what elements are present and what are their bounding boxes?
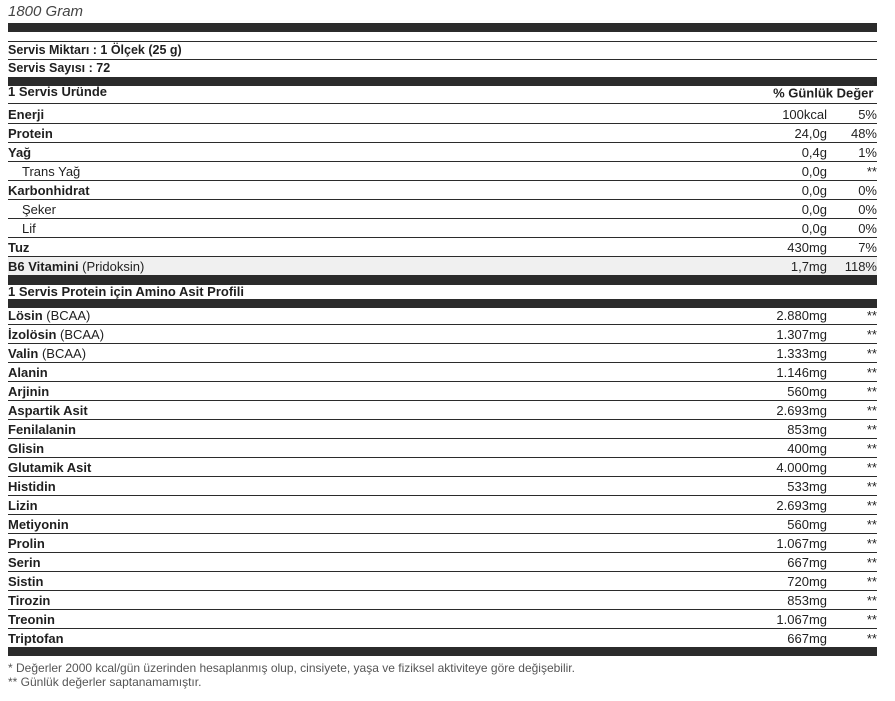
nutrient-row [8, 200, 877, 219]
amino-acid-name [8, 629, 707, 648]
footnote-daily-value: * Değerler 2000 kcal/gün üzerinden hesaplanmış olup, cinsiyete, yaşa ve fiziksel aktiviteye göre değişebilir. [8, 661, 575, 675]
amino-acid-row [8, 515, 877, 534]
nutrient-name [8, 219, 707, 238]
package-weight: 1800 Gram [8, 3, 84, 20]
amino-acid-name [8, 401, 707, 420]
row-name-text: Protein [8, 125, 53, 141]
nutrient-row [8, 124, 877, 143]
daily-value-label [773, 80, 877, 101]
amino-acid-name [8, 610, 707, 629]
row-amount: 430mg [707, 238, 827, 257]
row-amount: 720mg [707, 572, 827, 591]
row-amount: 0,0g [707, 162, 827, 181]
nutrients-table [8, 105, 877, 276]
row-amount: 1.067mg [707, 610, 827, 629]
amino-acid-name [8, 363, 707, 382]
row-name-text: Glisin [8, 440, 45, 456]
amino-acid-row [8, 306, 877, 325]
row-daily-value: ** [827, 553, 877, 572]
row-daily-value: 1% [827, 143, 877, 162]
thin-divider [8, 59, 877, 60]
row-name-text: B6 Vitamini [8, 258, 79, 274]
footnote-undetermined: ** Günlük değerler saptanamamıştır. [8, 675, 202, 689]
nutrient-row [8, 105, 877, 124]
daily-value-text: % Günlük Değer [773, 85, 874, 101]
nutrient-name [8, 105, 707, 124]
row-daily-value: ** [827, 306, 877, 325]
row-name-text: Enerji [8, 106, 45, 122]
amino-acid-row [8, 553, 877, 572]
row-name-qualifier: (BCAA) [38, 345, 87, 361]
row-name-text: Lif [22, 220, 36, 236]
row-daily-value: ** [827, 382, 877, 401]
row-amount: 24,0g [707, 124, 827, 143]
amino-acid-row [8, 344, 877, 363]
row-name-text: Trans Yağ [22, 163, 81, 179]
row-name-text: Metiyonin [8, 516, 69, 532]
row-amount: 100kcal [707, 105, 827, 124]
row-amount: 4.000mg [707, 458, 827, 477]
amino-acid-row [8, 363, 877, 382]
row-name-text: Yağ [8, 144, 32, 160]
amino-acid-name [8, 306, 707, 325]
amino-acid-row [8, 458, 877, 477]
nutrient-name [8, 162, 707, 181]
row-amount: 0,0g [707, 219, 827, 238]
amino-acid-row [8, 420, 877, 439]
nutrient-name [8, 124, 707, 143]
row-name-text: Histidin [8, 478, 56, 494]
row-amount: 0,0g [707, 200, 827, 219]
row-amount: 853mg [707, 591, 827, 610]
nutrient-row [8, 181, 877, 200]
thick-divider [8, 647, 877, 656]
row-amount: 2.693mg [707, 496, 827, 515]
amino-acid-profile-title: 1 Servis Protein için Amino Asit Profili [8, 284, 244, 299]
row-daily-value: ** [827, 325, 877, 344]
row-daily-value: ** [827, 439, 877, 458]
row-daily-value: ** [827, 629, 877, 648]
per-serving-label: 1 Servis Üründe [8, 84, 107, 99]
row-daily-value: 7% [827, 238, 877, 257]
row-name-text: Şeker [22, 201, 56, 217]
row-name-text: Treonin [8, 611, 55, 627]
serving-size [8, 43, 182, 57]
amino-acid-name [8, 553, 707, 572]
row-amount: 1.146mg [707, 363, 827, 382]
nutrient-row [8, 162, 877, 181]
amino-acid-row [8, 591, 877, 610]
row-daily-value: ** [827, 420, 877, 439]
row-name-text: Valin [8, 345, 39, 361]
row-daily-value: ** [827, 363, 877, 382]
row-name-text: Tuz [8, 239, 30, 255]
nutrient-row [8, 238, 877, 257]
amino-acid-name [8, 420, 707, 439]
row-amount: 1.333mg [707, 344, 827, 363]
row-name-text: Serin [8, 554, 41, 570]
row-daily-value: ** [827, 344, 877, 363]
nutrient-row [8, 257, 877, 276]
amino-acid-row [8, 534, 877, 553]
amino-acid-name [8, 344, 707, 363]
amino-acid-name [8, 382, 707, 401]
amino-acid-name [8, 591, 707, 610]
servings-text: Servis Sayısı : 72 [8, 61, 111, 75]
row-name-text: Karbonhidrat [8, 182, 90, 198]
amino-acid-name [8, 534, 707, 553]
row-daily-value: ** [827, 515, 877, 534]
row-amount: 2.693mg [707, 401, 827, 420]
amino-acid-name [8, 325, 707, 344]
thin-divider [8, 103, 877, 104]
nutrient-name [8, 143, 707, 162]
row-name-qualifier: (BCAA) [56, 326, 105, 342]
amino-acid-table [8, 306, 877, 648]
amino-acid-row [8, 496, 877, 515]
amino-acid-row [8, 382, 877, 401]
row-amount: 2.880mg [707, 306, 827, 325]
amino-acid-row [8, 572, 877, 591]
row-daily-value: ** [827, 496, 877, 515]
row-amount: 1.307mg [707, 325, 827, 344]
row-daily-value: ** [827, 534, 877, 553]
row-name-text: Sistin [8, 573, 44, 589]
nutrient-row [8, 143, 877, 162]
row-daily-value: 5% [827, 105, 877, 124]
row-name-text: Lizin [8, 497, 38, 513]
row-amount: 667mg [707, 553, 827, 572]
row-daily-value: ** [827, 477, 877, 496]
row-daily-value: ** [827, 572, 877, 591]
nutrient-name [8, 200, 707, 219]
row-amount: 667mg [707, 629, 827, 648]
row-amount: 853mg [707, 420, 827, 439]
row-daily-value: 0% [827, 181, 877, 200]
row-daily-value: 48% [827, 124, 877, 143]
row-daily-value: ** [827, 162, 877, 181]
row-name-text: Lösin [8, 307, 43, 323]
row-name-text: Glutamik Asit [8, 459, 92, 475]
row-amount: 560mg [707, 515, 827, 534]
row-amount: 0,0g [707, 181, 827, 200]
row-name-qualifier: (BCAA) [42, 307, 91, 323]
serving-size-text: Servis Miktarı : 1 Ölçek (25 g) [8, 43, 182, 57]
row-name-text: Fenilalanin [8, 421, 76, 437]
row-amount: 0,4g [707, 143, 827, 162]
row-daily-value: 0% [827, 200, 877, 219]
row-name-text: Triptofan [8, 630, 64, 646]
row-name-text: Tirozin [8, 592, 51, 608]
amino-acid-row [8, 477, 877, 496]
amino-acid-row [8, 401, 877, 420]
row-name-text: Aspartik Asit [8, 402, 88, 418]
amino-acid-row [8, 325, 877, 344]
row-daily-value: ** [827, 458, 877, 477]
row-daily-value: ** [827, 610, 877, 629]
row-daily-value: 118% [827, 257, 877, 276]
row-daily-value: ** [827, 591, 877, 610]
row-daily-value: ** [827, 401, 877, 420]
row-name-qualifier: (Pridoksin) [78, 258, 145, 274]
row-name-text: Alanin [8, 364, 48, 380]
amino-acid-row [8, 439, 877, 458]
thick-divider [8, 23, 877, 32]
amino-acid-row [8, 610, 877, 629]
row-amount: 560mg [707, 382, 827, 401]
amino-acid-name [8, 572, 707, 591]
row-name-text: Prolin [8, 535, 45, 551]
per-serving-header [8, 80, 877, 102]
row-name-text: Arjinin [8, 383, 50, 399]
row-amount: 1.067mg [707, 534, 827, 553]
row-amount: 400mg [707, 439, 827, 458]
amino-acid-name [8, 458, 707, 477]
amino-acid-row [8, 629, 877, 648]
row-daily-value: 0% [827, 219, 877, 238]
row-amount: 1,7mg [707, 257, 827, 276]
amino-acid-name [8, 477, 707, 496]
nutrient-name [8, 238, 707, 257]
nutrient-name [8, 181, 707, 200]
row-amount: 533mg [707, 477, 827, 496]
nutrient-row [8, 219, 877, 238]
amino-acid-name [8, 439, 707, 458]
amino-acid-name [8, 515, 707, 534]
servings-per-container [8, 61, 110, 75]
amino-acid-name [8, 496, 707, 515]
daily-value-marker: * [873, 80, 877, 90]
nutrient-name [8, 257, 707, 276]
thin-divider [8, 41, 877, 42]
row-name-text: İzolösin [8, 326, 57, 342]
